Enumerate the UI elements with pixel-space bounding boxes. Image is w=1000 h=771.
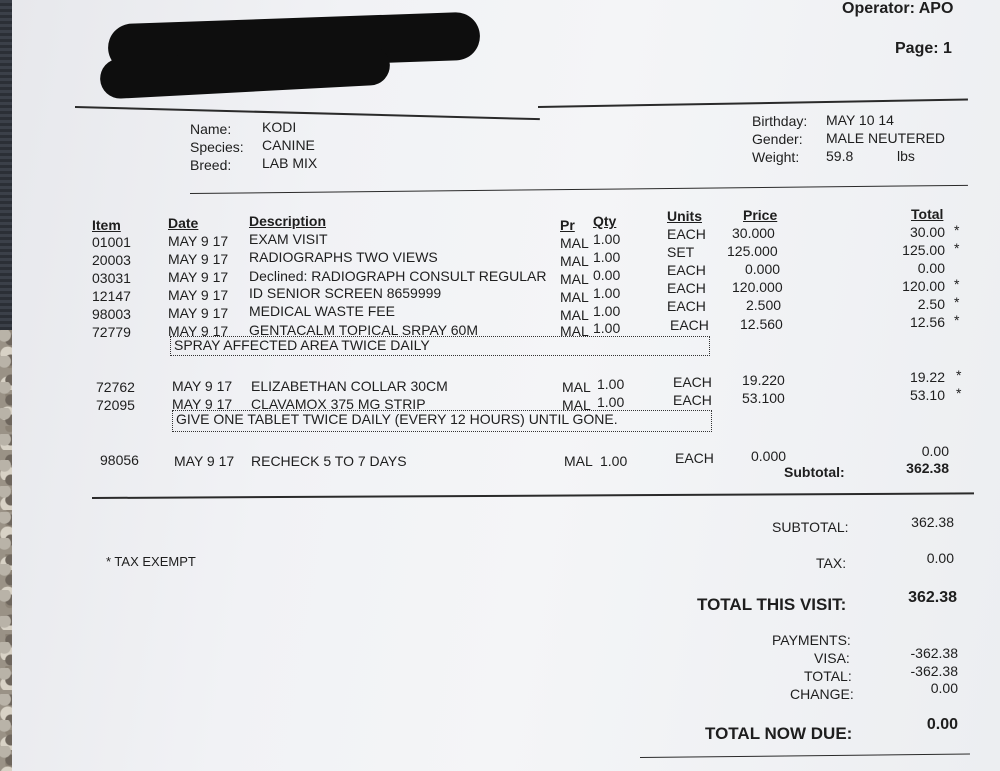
- row-total: 120.00: [902, 278, 945, 294]
- row-pr: MAL: [560, 271, 589, 287]
- patient-weight: 59.8: [826, 148, 854, 164]
- instruction-note: GIVE ONE TABLET TWICE DAILY (EVERY 12 HOURS) UNTIL GONE.: [172, 410, 712, 432]
- patient-breed: LAB MIX: [262, 155, 318, 171]
- row-qty: 1.00: [597, 394, 625, 410]
- row-date: MAY 9 17: [172, 396, 233, 412]
- row-qty: 1.00: [593, 285, 621, 301]
- row-qty: 1.00: [593, 231, 621, 247]
- row-date: MAY 9 17: [168, 305, 229, 321]
- row-units: EACH: [670, 317, 709, 333]
- operator-label: Operator: APO: [842, 0, 954, 17]
- col-qty: Qty: [593, 213, 617, 229]
- row-pr: MAL: [560, 235, 589, 251]
- row-price: 120.000: [732, 279, 783, 295]
- row-units: SET: [667, 244, 695, 260]
- row-price: 0.000: [745, 261, 781, 277]
- row-price: 12.560: [740, 316, 783, 332]
- row-price: 53.100: [742, 390, 785, 406]
- total-due-label: TOTAL NOW DUE:: [705, 724, 853, 743]
- col-item: Item: [92, 217, 121, 233]
- row-qty: 1.00: [600, 453, 628, 469]
- row-qty: 1.00: [593, 320, 621, 336]
- row-taxmark: *: [956, 367, 962, 383]
- row-units: EACH: [673, 374, 712, 390]
- tax-value: 0.00: [926, 550, 954, 566]
- row-date: MAY 9 17: [168, 287, 229, 303]
- row-taxmark: *: [954, 276, 960, 292]
- row-item: 01001: [92, 234, 131, 250]
- subtotal-line-value: 362.38: [906, 460, 949, 476]
- row-date: MAY 9 17: [168, 251, 229, 267]
- row-item: 12147: [92, 288, 131, 304]
- species-label: Species:: [190, 139, 244, 155]
- row-pr: MAL: [564, 453, 593, 469]
- row-taxmark: *: [956, 385, 962, 401]
- row-pr: MAL: [560, 307, 589, 323]
- visa-label: VISA:: [814, 650, 850, 666]
- col-total: Total: [911, 206, 944, 222]
- instruction-note: SPRAY AFFECTED AREA TWICE DAILY: [170, 336, 710, 356]
- row-qty: 1.00: [597, 376, 625, 392]
- row-date: MAY 9 17: [168, 269, 229, 285]
- row-item: 72762: [96, 379, 135, 395]
- row-price: 125.000: [727, 243, 778, 259]
- tax-exempt-note: * TAX EXEMPT: [106, 554, 196, 569]
- row-item: 98056: [100, 452, 139, 468]
- payment-total-label: TOTAL:: [804, 668, 852, 684]
- row-qty: 0.00: [593, 267, 621, 283]
- row-units: EACH: [675, 450, 714, 466]
- col-date: Date: [168, 215, 199, 231]
- col-description: Description: [249, 213, 327, 229]
- row-pr: MAL: [560, 323, 589, 339]
- patient-species: CANINE: [262, 137, 315, 153]
- row-pr: MAL: [560, 289, 589, 305]
- row-total: 12.56: [909, 314, 945, 330]
- row-date: MAY 9 17: [168, 233, 229, 249]
- row-units: EACH: [667, 226, 706, 242]
- row-description: ID SENIOR SCREEN 8659999: [249, 285, 442, 301]
- row-description: RADIOGRAPHS TWO VIEWS: [249, 249, 438, 265]
- row-description: MEDICAL WASTE FEE: [249, 303, 395, 319]
- row-item: 72095: [96, 397, 135, 413]
- page-number: Page: 1: [895, 40, 952, 57]
- row-pr: MAL: [560, 253, 589, 269]
- visa-value: -362.38: [910, 645, 958, 661]
- row-total: 125.00: [902, 242, 945, 258]
- subtotal-line-label: Subtotal:: [784, 464, 845, 480]
- payment-total-value: -362.38: [910, 663, 958, 679]
- row-item: 98003: [92, 306, 131, 322]
- change-label: CHANGE:: [790, 686, 854, 702]
- row-description: EXAM VISIT: [249, 231, 328, 247]
- row-item: 03031: [92, 270, 131, 286]
- row-description: CLAVAMOX 375 MG STRIP: [251, 396, 426, 412]
- row-taxmark: *: [954, 222, 960, 238]
- row-total: 19.22: [909, 369, 945, 385]
- payments-label: PAYMENTS:: [772, 632, 851, 648]
- row-units: EACH: [667, 298, 706, 314]
- summary-subtotal-value: 362.38: [911, 514, 954, 530]
- row-date: MAY 9 17: [172, 378, 233, 394]
- summary-subtotal-label: SUBTOTAL:: [772, 519, 849, 535]
- row-total: 0.00: [921, 443, 949, 459]
- row-taxmark: *: [954, 240, 960, 256]
- change-value: 0.00: [930, 680, 958, 696]
- row-units: EACH: [667, 280, 706, 296]
- col-pr: Pr: [560, 217, 575, 233]
- name-label: Name:: [190, 121, 232, 137]
- total-due-value: 0.00: [926, 716, 958, 733]
- row-units: EACH: [667, 262, 706, 278]
- row-price: 0.000: [751, 448, 787, 464]
- row-item: 20003: [92, 252, 131, 268]
- col-price: Price: [743, 207, 778, 223]
- row-total: 53.10: [909, 387, 945, 403]
- row-qty: 1.00: [593, 249, 621, 265]
- row-description: Declined: RADIOGRAPH CONSULT REGULAR: [249, 268, 547, 284]
- weight-label: Weight:: [752, 149, 800, 165]
- col-units: Units: [667, 208, 702, 224]
- row-description: RECHECK 5 TO 7 DAYS: [251, 453, 407, 469]
- row-qty: 1.00: [593, 303, 621, 319]
- birthday-label: Birthday:: [752, 113, 808, 129]
- row-price: 2.500: [746, 297, 782, 313]
- row-taxmark: *: [954, 294, 960, 310]
- total-visit-label: TOTAL THIS VISIT:: [697, 595, 847, 614]
- breed-label: Breed:: [190, 157, 232, 173]
- total-visit-value: 362.38: [908, 589, 957, 606]
- tax-label: TAX:: [816, 555, 847, 571]
- row-description: GENTACALM TOPICAL SRPAY 60M: [249, 322, 478, 338]
- patient-birthday: MAY 10 14: [826, 112, 894, 128]
- row-price: 30.000: [732, 225, 775, 241]
- row-description: ELIZABETHAN COLLAR 30CM: [251, 378, 448, 394]
- row-total: 2.50: [917, 296, 945, 312]
- patient-name: KODI: [262, 119, 297, 135]
- gender-label: Gender:: [752, 131, 803, 147]
- row-date: MAY 9 17: [168, 323, 229, 339]
- patient-gender: MALE NEUTERED: [826, 130, 946, 146]
- row-price: 19.220: [742, 372, 785, 388]
- row-total: 0.00: [917, 260, 945, 276]
- row-units: EACH: [673, 392, 712, 408]
- row-date: MAY 9 17: [174, 453, 235, 469]
- weight-unit: lbs: [897, 148, 915, 164]
- row-pr: MAL: [562, 379, 591, 395]
- row-total: 30.00: [909, 224, 945, 240]
- row-pr: MAL: [562, 397, 591, 413]
- row-taxmark: *: [954, 312, 960, 328]
- row-item: 72779: [92, 324, 131, 340]
